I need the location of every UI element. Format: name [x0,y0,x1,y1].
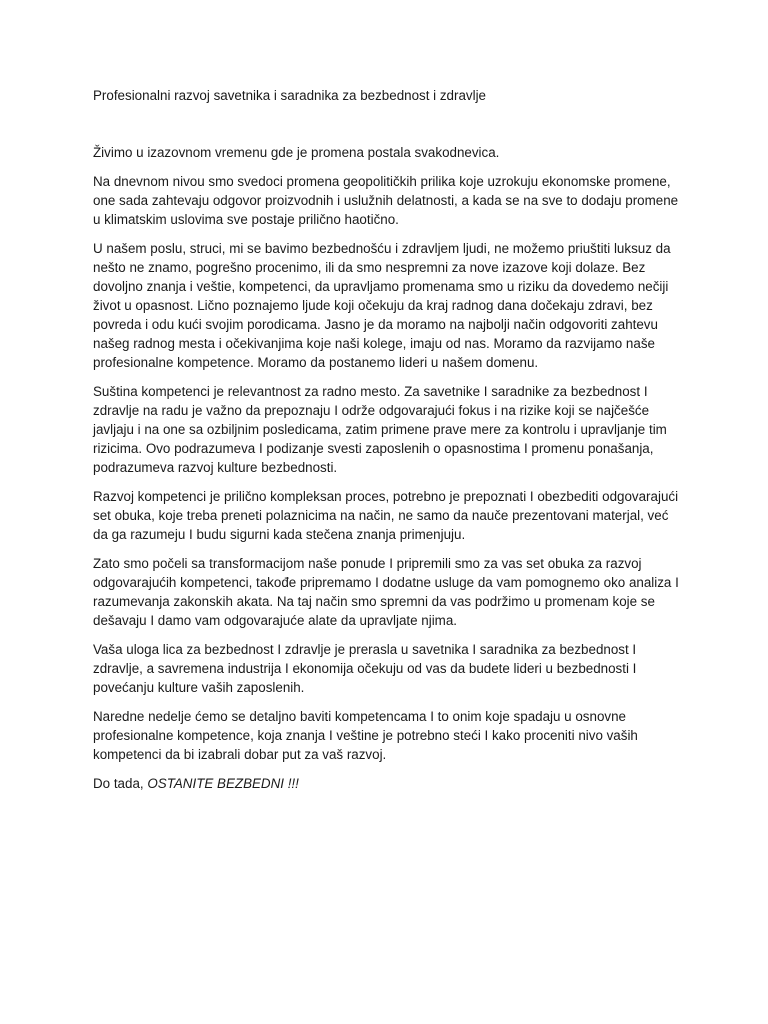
closing-prefix: Do tada, [93,776,148,791]
document-title: Profesionalni razvoj savetnika i saradnika za bezbednost i zdravlje [93,88,487,103]
closing-emphasis: OSTANITE BEZBEDNI !!! [147,776,299,791]
paragraph-your-role: Vaša uloga lica za bezbednost I zdravlje je prerasla u savetnika I saradnika za bezbednost I zdravlje, a savremena industrija I ekonomija očekuju od vas da budete lideri u bezbednosti I povećanju kulture vaših zaposlenih. [93,642,637,695]
paragraph-our-profession: U našem poslu, struci, mi se bavimo bezbednošću i zdravljem ljudi, ne možemo priuštiti luksuz da nešto ne znamo, pogrešno procenimo, ili da smo nespremni za nove izazove koji dolaze. Bez dovoljno znanja i veštie, kompetenci, da upravljamo promenama smo u riziku da dovedemo nečiji život u opasnost. Lično poznajemo ljude koji očekuju da kraj radnog dana dočekaju zdravi, bez povreda i odu kući svojim porodicama. Jasno je da moramo na najbolji način odgovoriti zahtevu našeg radnog mesta i očekivanjima koje naši kolege, imaju od nas. Moramo da razvijamo naše profesionalne kompetence. Moramo da postanemo lideri u našem domenu. [93,241,671,370]
closing-line [93,774,685,793]
paragraph-next-week: Naredne nedelje ćemo se detaljno baviti kompetencama I to onim koje spadaju u osnovne profesionalne kompetence, koja znanja I veštine je potrebno steći I kako proceniti nivo vaših kompetenci da bi izabrali dobar put za vaš razvoj. [93,709,638,762]
document-body [93,86,685,803]
paragraph-our-offer: Zato smo počeli sa transformacijom naše ponude I pripremili smo za vas set obuka za razvoj odgovarajućih kompetenci, takođe pripremamo I dodatne usluge da vam pomognemo oko analiza I razumevanja zakonskih akata. Na taj način smo spremni da vas podržimo u promenam koje se dešavaju I damo vam odgovarajuće alate da upravljate njima. [93,556,679,628]
paragraph-intro: Živimo u izazovnom vremenu gde je promena postala svakodnevica. [93,145,500,160]
paragraph-competence-essence: Suština kompetenci je relevantnost za radno mesto. Za savetnike I saradnike za bezbednost I zdravlje na radu je važno da prepoznaju I održe odgovarajući fokus i na rizike koji se najčešće javljaju i na one sa ozbiljnim posledicama, zatim primene prave mere za kontrolu i upravljanje tim rizicima. Ovo podrazumeva I podizanje svesti zaposlenih o opasnostima I promenu ponašanja, podrazumeva razvoj kulture bezbednosti. [93,384,667,475]
paragraph-context: Na dnevnom nivou smo svedoci promena geopolitičkih prilika koje uzrokuju ekonomske promene, one sada zahtevaju odgovor proizvodnih i uslužnih delatnosti, a kada se na sve to dodaju promene u klimatskim uslovima sve postaje prilično haotično. [93,174,679,227]
paragraph-competence-development: Razvoj kompetenci je prilično kompleksan proces, potrebno je prepoznati I obezbediti odgovarajući set obuka, koje treba preneti polaznicima na način, ne samo da nauče prezentovani materjal, već da ga razumeju I budu sigurni kada stečena znanja primenjuju. [93,489,679,542]
